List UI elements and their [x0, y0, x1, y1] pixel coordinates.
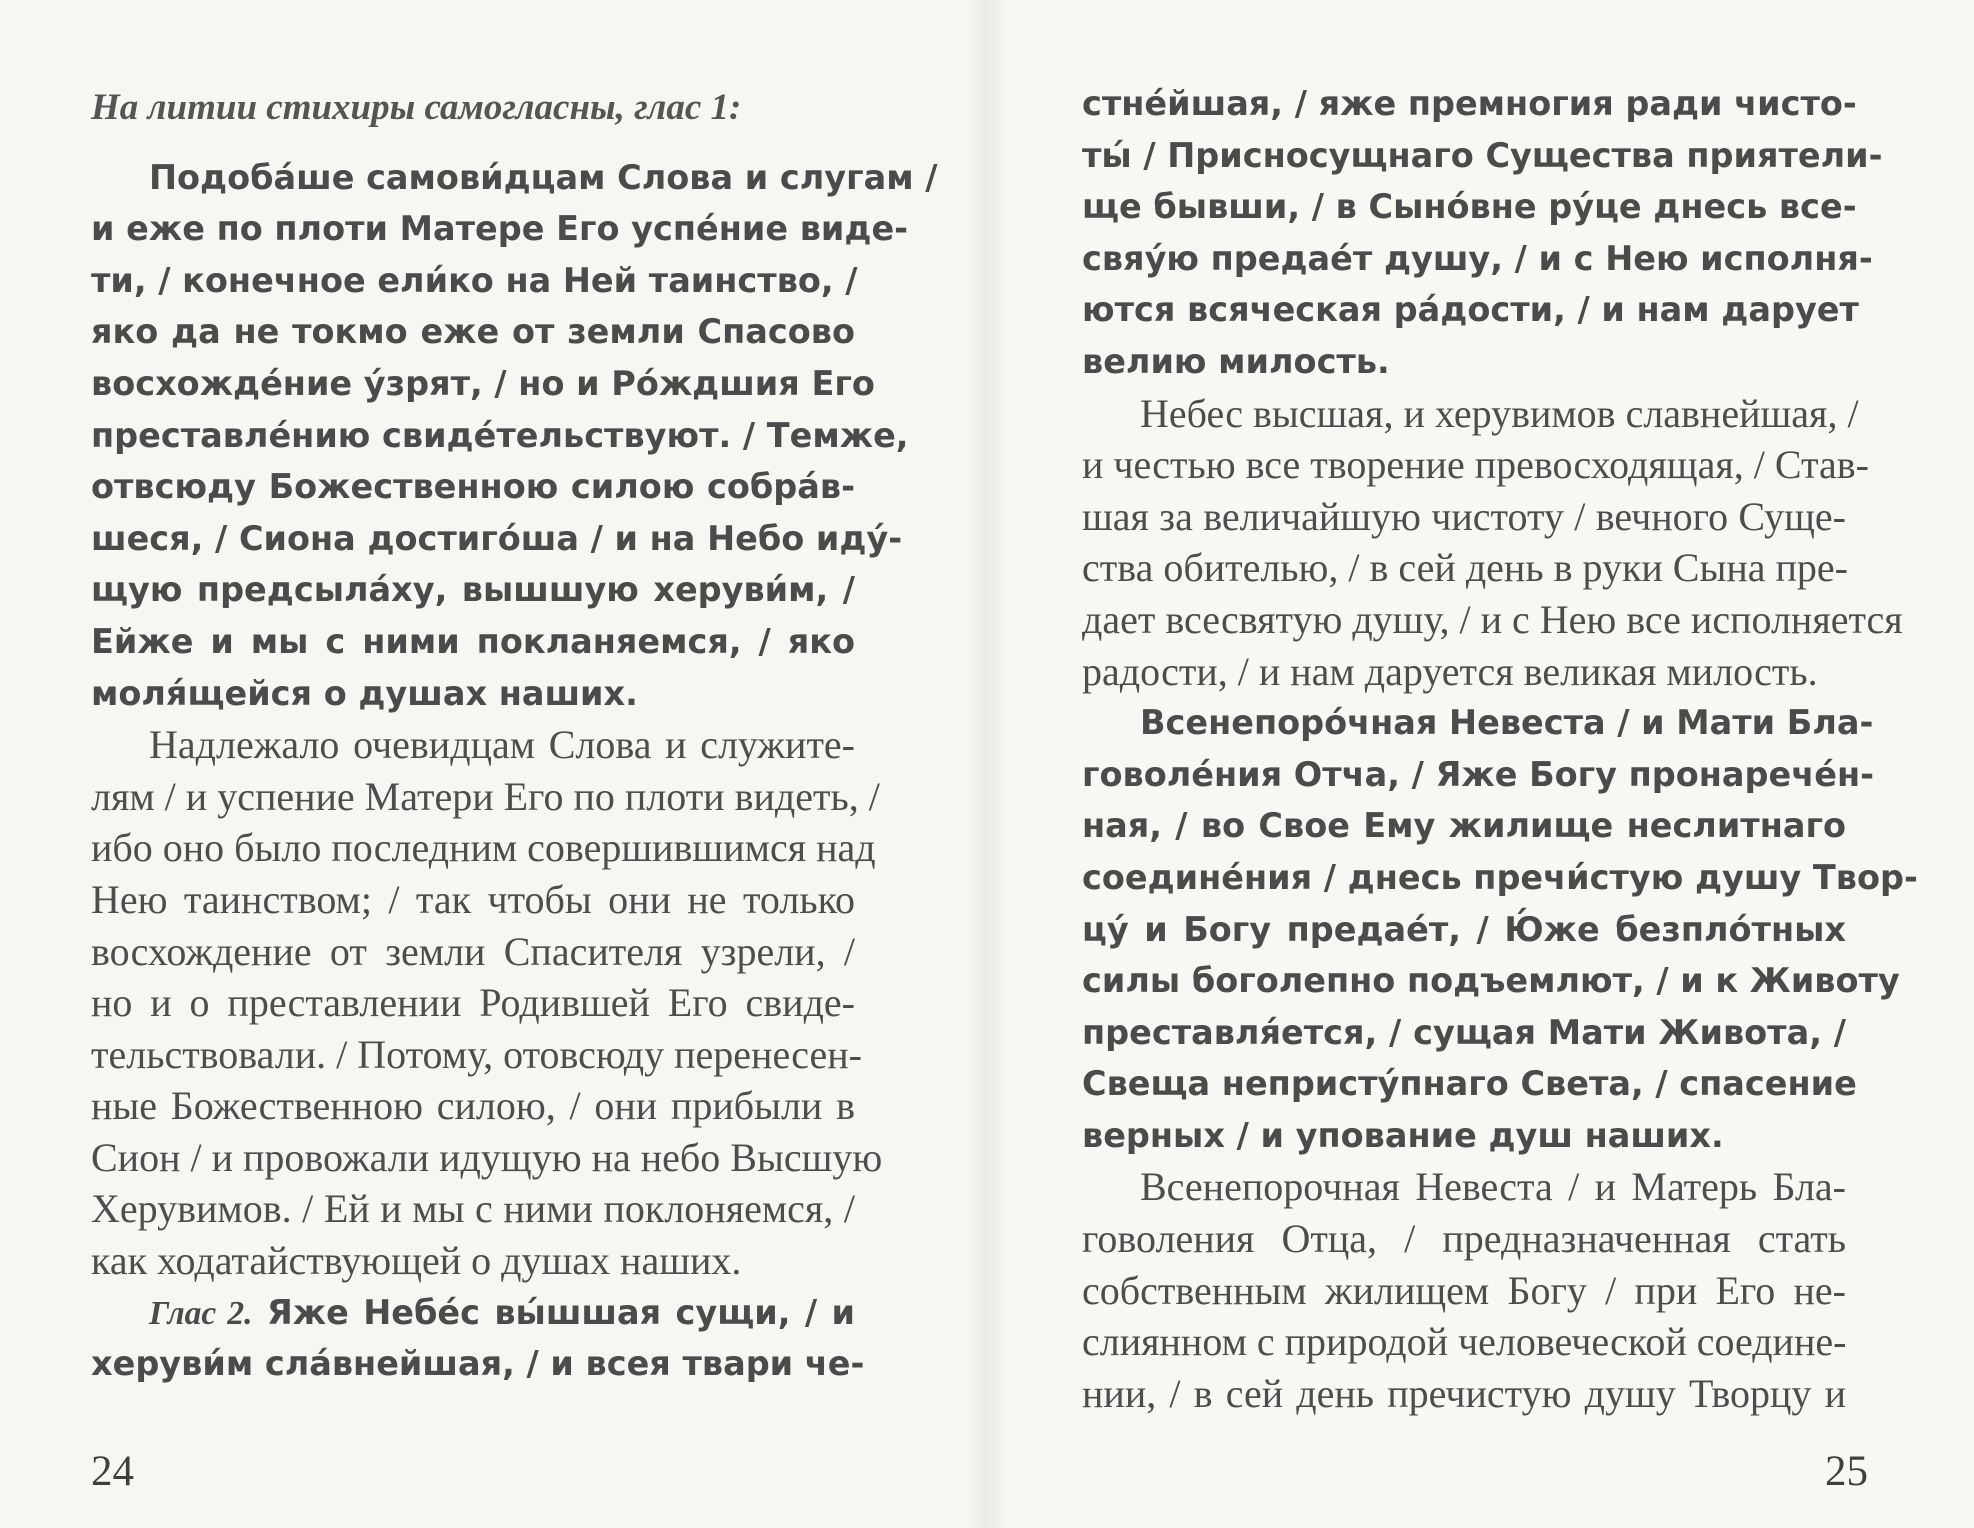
text-line: шеся, / Сиона достиго́ша / и на Небо иду́- — [91, 518, 903, 558]
text-line: дает всесвятую душу, / и с Нею все исполняется — [1082, 596, 1903, 642]
text-line: ные Божественною силою, / они прибыли в — [91, 1083, 855, 1129]
text-line: Сион / и провожали идущую на небо Высшую — [91, 1134, 883, 1180]
text-line: ибо оно было последним совершившимся над — [91, 825, 876, 871]
section-heading: На литии стихиры самогласны, глас 1: — [91, 87, 742, 128]
left-column — [91, 82, 938, 1390]
text-line: щую предсыла́ху, вышшую херуви́м, / — [91, 570, 855, 610]
glas-label: Глас 2. — [149, 1294, 253, 1332]
text-line: свяу́ю предае́т душу, / и с Нею исполня- — [1082, 238, 1873, 278]
text-line: как ходатайствующей о душах наших. — [91, 1238, 742, 1284]
text-line: ще бывши, / в Сыно́вне ру́це днесь все- — [1082, 187, 1857, 227]
text-line: восхожде́ние у́зрят, / но и Ро́ждшия Его — [91, 363, 875, 403]
text-line: велию милость. — [1082, 341, 1390, 381]
text-line: Надлежало очевидцам Слова и служите- — [149, 722, 855, 768]
text-line: говоления Отца, / предназначенная стать — [1082, 1216, 1846, 1262]
glas-line — [91, 1287, 855, 1339]
text-line: ты́ / Присносущнаго Существа приятели- — [1082, 135, 1883, 175]
text-line: Небес высшая, и херувимов славнейшая, / — [1140, 390, 1859, 436]
text-line: отвсюду Божественною силою собра́в- — [91, 467, 855, 507]
text-line: восхождение от земли Спасителя узрели, / — [91, 928, 855, 974]
text-line: говоле́ния Отча, / Яже Богу пронарече́н- — [1082, 754, 1874, 794]
text-line: радости, / и нам даруется великая милость. — [1082, 648, 1818, 694]
right-column — [1082, 78, 1918, 1419]
page-number-left: 24 — [91, 1448, 134, 1495]
left-text-block — [91, 152, 938, 1287]
text-line: ти, / конечное ели́ко на Ней таинство, / — [91, 260, 858, 300]
heading-gap — [91, 134, 855, 152]
text-line: цу́ и Богу предае́т, / Ю́же безпло́тных — [1082, 909, 1846, 949]
right-text-block — [1082, 78, 1918, 1419]
text-line: Всенепоро́чная Невеста / и Мати Бла- — [1140, 703, 1874, 743]
text-line: ются всяческая ра́дости, / и нам дарует — [1082, 290, 1859, 330]
text-line: преставля́ется, / сущая Мати Живота, / — [1082, 1012, 1846, 1052]
text-line: Всенепорочная Невеста / и Матерь Бла- — [1140, 1164, 1846, 1210]
text-line: стне́йшая, / яже премногия ради чисто- — [1082, 84, 1857, 123]
text-line: собственным жилищем Богу / при Его не- — [1082, 1267, 1846, 1313]
text-line: силы боголепно подъемлют, / и к Животу — [1082, 961, 1900, 1001]
text-line: Свеща непристу́пнаго Света, / спасение — [1082, 1064, 1857, 1104]
glas-line-rest: Яже Небе́с вы́шшая сущи, / и — [266, 1292, 855, 1332]
text-line: лям / и успение Матери Его по плоти видеть, / — [91, 773, 880, 819]
text-line: ная, / во Свое Ему жилище неслитнаго — [1082, 806, 1846, 846]
text-line: моля́щейся о душах наших. — [91, 673, 638, 713]
text-line: яко да не токмо еже от земли Спасово — [91, 312, 855, 352]
book-gutter — [968, 0, 1008, 1528]
text-line: верных / и упование душ наших. — [1082, 1115, 1724, 1155]
text-line: и еже по плоти Матере Его успе́ние виде- — [91, 209, 909, 249]
text-line: соедине́ния / днесь пречи́стую душу Твор- — [1082, 857, 1918, 897]
text-line: ства обителью, / в сей день в руки Сына пре- — [1082, 545, 1848, 591]
text-line: Ейже и мы с ними покланяемся, / яко — [91, 621, 855, 661]
right-page — [987, 0, 1974, 1528]
text-line: Подоба́ше самови́дцам Слова и слугам / — [149, 157, 938, 197]
text-line: нии, / в сей день пречистую душу Творцу и — [1082, 1370, 1846, 1416]
text-line: но и о преставлении Родившей Его свиде- — [91, 980, 855, 1026]
text-line: преставле́нию свиде́тельствуют. / Темже, — [91, 415, 909, 455]
page-number-right: 25 — [1825, 1448, 1868, 1495]
text-line: шая за величайшую чистоту / вечного Суще- — [1082, 493, 1846, 539]
text-line: тельствовали. / Потому, отовсюду перенесен- — [91, 1031, 862, 1077]
final-line: херуви́м сла́внейшая, / и всея твари че- — [91, 1344, 865, 1384]
text-line: Нею таинством; / так чтобы они не только — [91, 876, 855, 922]
text-line: слиянном с природой человеческой соедине- — [1082, 1319, 1847, 1365]
text-line: Херувимов. / Ей и мы с ними поклоняемся, / — [91, 1186, 855, 1232]
text-line: и честью все творение превосходящая, / Став- — [1082, 442, 1869, 488]
